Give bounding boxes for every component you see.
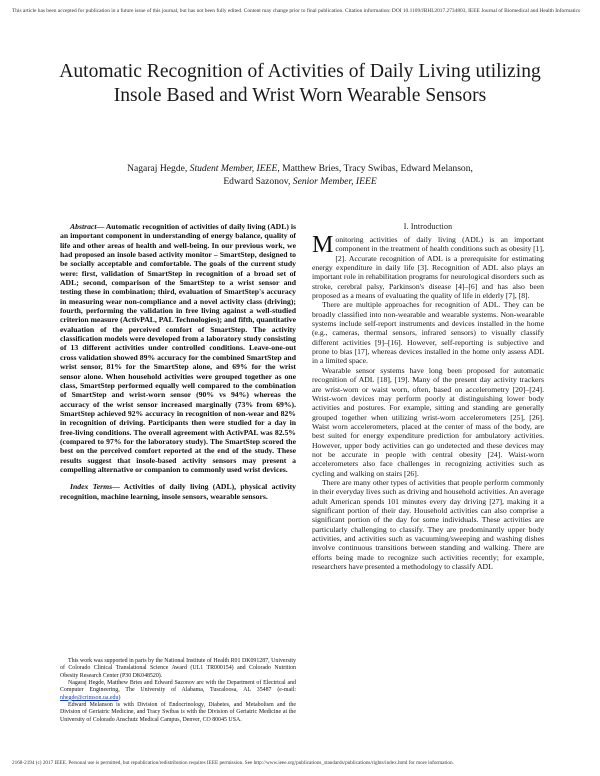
index-terms-label: Index Terms bbox=[70, 482, 113, 492]
intro-paragraph-1: Monitoring activities of daily living (ADL) is an important component in the treatment of health conditions such as obesity [1], [2]. Accurate recognition of ADL is a prerequisite for estimating energy expenditure in daily life [3]. Recognition of ADL also plays an important role in rehabilitation programs for neurological disorders such as stroke, cerebral palsy, Parkinson's disease [4]–[6] and has also been proposed as a means of evaluating the quality of life in elderly [7], [8]. bbox=[312, 232, 544, 301]
author-email-link[interactable]: nhegde@crimson.ua.edu bbox=[60, 694, 119, 701]
intro-paragraph-3: Wearable sensor systems have long been proposed for automatic recognition of ADL [18], [19]. Many of the present day activity trackers are wrist-worn or waist worn, often, based on accelerometry [20]–[24]. Wrist-worn devices may perform poorly at distinguishing lower body activities and postures. For example, sitting and standing are generally grouped together when utilizing wrist-worn accelerometers [25], [26]. Waist worn accelerometers, placed at the center of mass of the body, are best suited for energy expenditure prediction for ambulatory activities. However, upper body activities can go undetected and these devices may not be accurate in people with central obesity [24]. Waist-worn accelerometers also face challenges in recognizing activities such as cycling and walking on stairs [26]. bbox=[312, 365, 544, 478]
journal-header-note: This article has been accepted for publication in a future issue of this journal, but has not been fully edited. Content may change prior to final publication. Citation information: DOI 10.1109/JBHI.2017.2734803, IEEE Journal of Biomedical and Health Informatics bbox=[12, 8, 581, 14]
author-list bbox=[60, 162, 540, 188]
copyright-footer: 2168-2194 (c) 2017 IEEE. Personal use is permitted, but republication/redistribution requires IEEE permission. See http://www.ieee.org/publications_standards/publications/rights/index.html for more information. bbox=[12, 760, 454, 766]
section-heading-introduction: I. Introduction bbox=[403, 222, 453, 231]
footnote-affiliation-1: Nagaraj Hegde, Matthew Bries and Edward Sazonov are with the Department of Electrical and Computer Engineering, The University of Alabama, Tuscaloosa, AL 35487 (e-mail: nhegde@crimson.ua.edu) bbox=[60, 680, 296, 701]
index-terms-text: — Activities of daily living (ADL), physical activity recognition, machine learning, insole sensors, wearable sensors. bbox=[60, 482, 296, 501]
author-5-role: Senior Member, IEEE bbox=[292, 176, 377, 187]
abstract-text: — Automatic recognition of activities of daily living (ADL) is an important component in understanding of energy balance, quality of life and other areas of health and well-being. In our previous work, we had proposed an insole based activity monitor – SmartStep, designed to be socially acceptable and comfortable. The goals of the current study were: first, validation of SmartStep in recognition of a broad set of ADL; second, comparison of the SmartStep to a wrist sensor and testing these in combination; third, evaluation of SmartStep's accuracy in measuring wear non-compliance and a novel activity class (driving); fourth, performing the validation in free living against a well-studied criterion measure (ActivPAL, PAL Technologies); and fifth, quantitative evaluation of the perceived comfort of SmartStep. The activity classification models were developed from a laboratory study consisting of 13 different activities under controlled conditions. Leave-one-out cross validation showed 89% accuracy for the combined SmartStep and wrist sensor, 81% for the SmartStep alone, and 69% for the wrist sensor alone. When household activities were grouped together as one class, SmartStep performed equally well compared to the combination of SmartStep and wrist-worn sensor (90% vs 94%) whereas the accuracy of the wrist sensor increased marginally (73% from 69%). SmartStep achieved 92% accuracy in recognition of non-wear and 82% in recognition of driving. Participants then were studied for a day in free-living conditions. The overall agreement with ActivPAL was 82.5% (compared to 97% for the laboratory study). The SmartStep scored the best on the perceived comfort reported at the end of the study. These results suggest that insole-based activity sensors may present a compelling alternative or companion to commonly used wrist devices. bbox=[60, 222, 296, 474]
abstract-label: Abstract bbox=[70, 222, 97, 231]
drop-cap: M bbox=[312, 232, 334, 258]
intro-paragraph-4: There are many other types of activities that people perform commonly in their everyday lives such as driving and household activities. An average adult American spends 101 minutes every day driving [27], making it a significant portion of their day. Household activities can also comprise a significant portion of the day for some individuals. These activities are particularly challenging to classify. They are predominantly upper body activities, and activities such as vacuuming/sweeping and washing dishes involve continuous transitions between standing and walking. There are efforts being made to recognize such activities recently; for example, researchers have presented a methodology to classify ADL bbox=[312, 477, 544, 572]
author-1-role: Student Member, IEEE, bbox=[189, 163, 280, 174]
author-5: Edward Sazonov, bbox=[223, 176, 293, 187]
author-1: Nagaraj Hegde, bbox=[127, 163, 190, 174]
footnote bbox=[60, 658, 296, 724]
author-2-4: Matthew Bries, Tracy Swibas, Edward Melanson, bbox=[279, 163, 473, 174]
intro-paragraph-2: There are multiple approaches for recognition of ADL. They can be broadly classified into non-wearable and wearable systems. Non-wearable systems include self-report instruments and devices installed in the home (e.g., cameras, thermal sensors, infrared sensors) to visually classify different activities [9]–[16]. However, self-reporting is subjective and prone to bias [17], whereas devices installed in the home only assess ADL in a limited space. bbox=[312, 300, 544, 366]
index-terms bbox=[60, 482, 296, 501]
left-column bbox=[60, 222, 296, 501]
abstract bbox=[60, 222, 296, 474]
footnote-funding: This work was supported in parts by the National Institute of Health R01 DK091287, University of Colorado Clinical Translational Science Award (UL1 TR000154) and Colorado Nutrition Obesity Research Center (P30 DK048520). bbox=[60, 658, 296, 679]
paper-title: Automatic Recognition of Activities of Daily Living utilizing Insole Based and Wrist Worn Wearable Sensors bbox=[59, 61, 541, 106]
right-column bbox=[312, 222, 544, 571]
footnote-affiliation-2: Edward Melanson is with Division of Endocrinology, Diabetes, and Metabolism and the Division of Geriatric Medicine, and Tracy Swibas is with the Division of Geriatric Medicine at the University of Colorado Anschutz Medical Campus, Denver, CO 80045 USA. bbox=[60, 702, 296, 723]
